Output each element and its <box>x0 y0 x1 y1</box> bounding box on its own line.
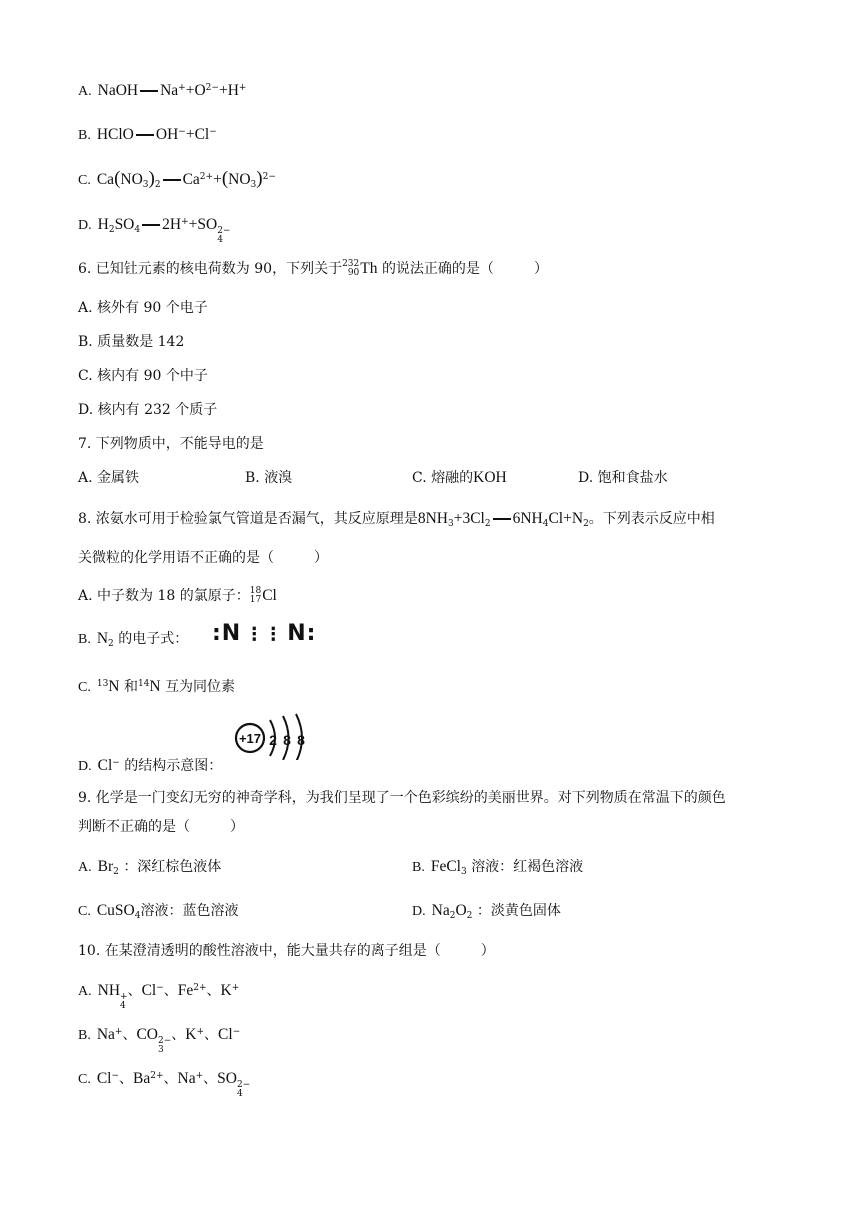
q6-option-b: B. 质量数是 142 <box>78 334 185 350</box>
equals-bar <box>142 224 160 226</box>
nuclide-notation: 232 90 <box>342 259 360 278</box>
q10-option-c: C. Cl−、$Ba^{2+}$、Na+、SO 2− 4 <box>78 1070 251 1099</box>
q8-option-a: A. 中子数为 18 的氯原子： 18 17 Cl <box>78 586 277 605</box>
q6-option-d: D. 核内有 232 个质子 <box>78 402 218 418</box>
equals-bar <box>493 518 511 520</box>
q7-option-a: A. 金属铁 <box>78 470 140 486</box>
q5-option-c: C. $Ca(NO_3)_2$ $Ca^{2+}+(NO_3)^{2-}$ <box>78 168 276 191</box>
shell-count-2: 8 <box>283 732 291 748</box>
q8-option-c: C. $^{13}$N 和$^{14}$N 互为同位素 <box>78 678 236 695</box>
q5-option-a: A. NaOH $Na^++O^{2-}+H^+$ <box>78 82 247 99</box>
nuclide-notation: 18 17 <box>249 586 262 605</box>
q10-option-b: B. Na+、CO 2− 3 、K+、Cl− <box>78 1026 241 1055</box>
q6-option-a: A. 核外有 90 个电子 <box>78 300 208 316</box>
q7-option-d: D. 饱和食盐水 <box>578 470 668 486</box>
q8-option-d: D. Cl− 的结构示意图： <box>78 757 223 774</box>
q8-stem-line1: 8. 浓氨水可用于检验氯气管道是否漏气，其反应原理是$8NH_3+3Cl_2$ $6NH_4Cl+N_2$。下列表示反应中相 <box>78 510 715 530</box>
q9-option-a: A. $Br_2$ ：深红棕色液体 <box>78 858 222 878</box>
nucleus-charge: +17 <box>238 731 262 746</box>
q10-stem: 10. 在某澄清透明的酸性溶液中，能大量共存的离子组是（ ） <box>78 943 495 959</box>
shell-count-1: 2 <box>269 732 277 748</box>
q6-stem: 6. 已知钍元素的核电荷数为 90，下列关于 232 90 Th 的说法正确的是（ ） <box>78 259 548 278</box>
q9-stem-line1: 9. 化学是一门变幻无穷的神奇学科，为我们呈现了一个色彩缤纷的美丽世界。对下列物质在常温下的颜色 <box>78 790 726 806</box>
chlorine-ion-structure-diagram <box>230 712 312 760</box>
shell-count-3: 8 <box>297 732 305 748</box>
q5-option-b: B. HClO OH−+Cl− <box>78 126 217 143</box>
equals-bar <box>163 179 181 181</box>
q7-stem: 7. 下列物质中，不能导电的是 <box>78 436 264 452</box>
q9-option-c: C. CuSO$_4$溶液：蓝色溶液 <box>78 902 239 922</box>
q7-option-c: C. 熔融的KOH <box>412 469 507 486</box>
equals-bar <box>136 134 154 136</box>
q5-option-d: D. $H_2SO_4$ 2H++SO 2− 4 <box>78 216 231 245</box>
n2-electron-dot-formula: :N ⋮⋮ N: <box>212 621 317 646</box>
q9-option-d: D. $Na_2O_2$ ：淡黄色固体 <box>412 902 561 922</box>
q7-option-b: B. 液溴 <box>245 470 293 486</box>
q9-option-b: B. FeCl$_3$ 溶液：红褐色溶液 <box>412 858 584 878</box>
q9-stem-line2: 判断不正确的是（ ） <box>78 819 244 835</box>
q6-option-c: C. 核内有 90 个中子 <box>78 368 208 384</box>
q8-option-b: B. $N_2$ 的电子式： <box>78 630 189 650</box>
equals-bar <box>140 90 158 92</box>
q10-option-a: A. NH + 4 、Cl−、$Fe^{2+}$、K+ <box>78 982 240 1011</box>
atom-structure-svg <box>230 712 312 760</box>
q8-stem-line2: 关微粒的化学用语不正确的是（ ） <box>78 550 328 566</box>
